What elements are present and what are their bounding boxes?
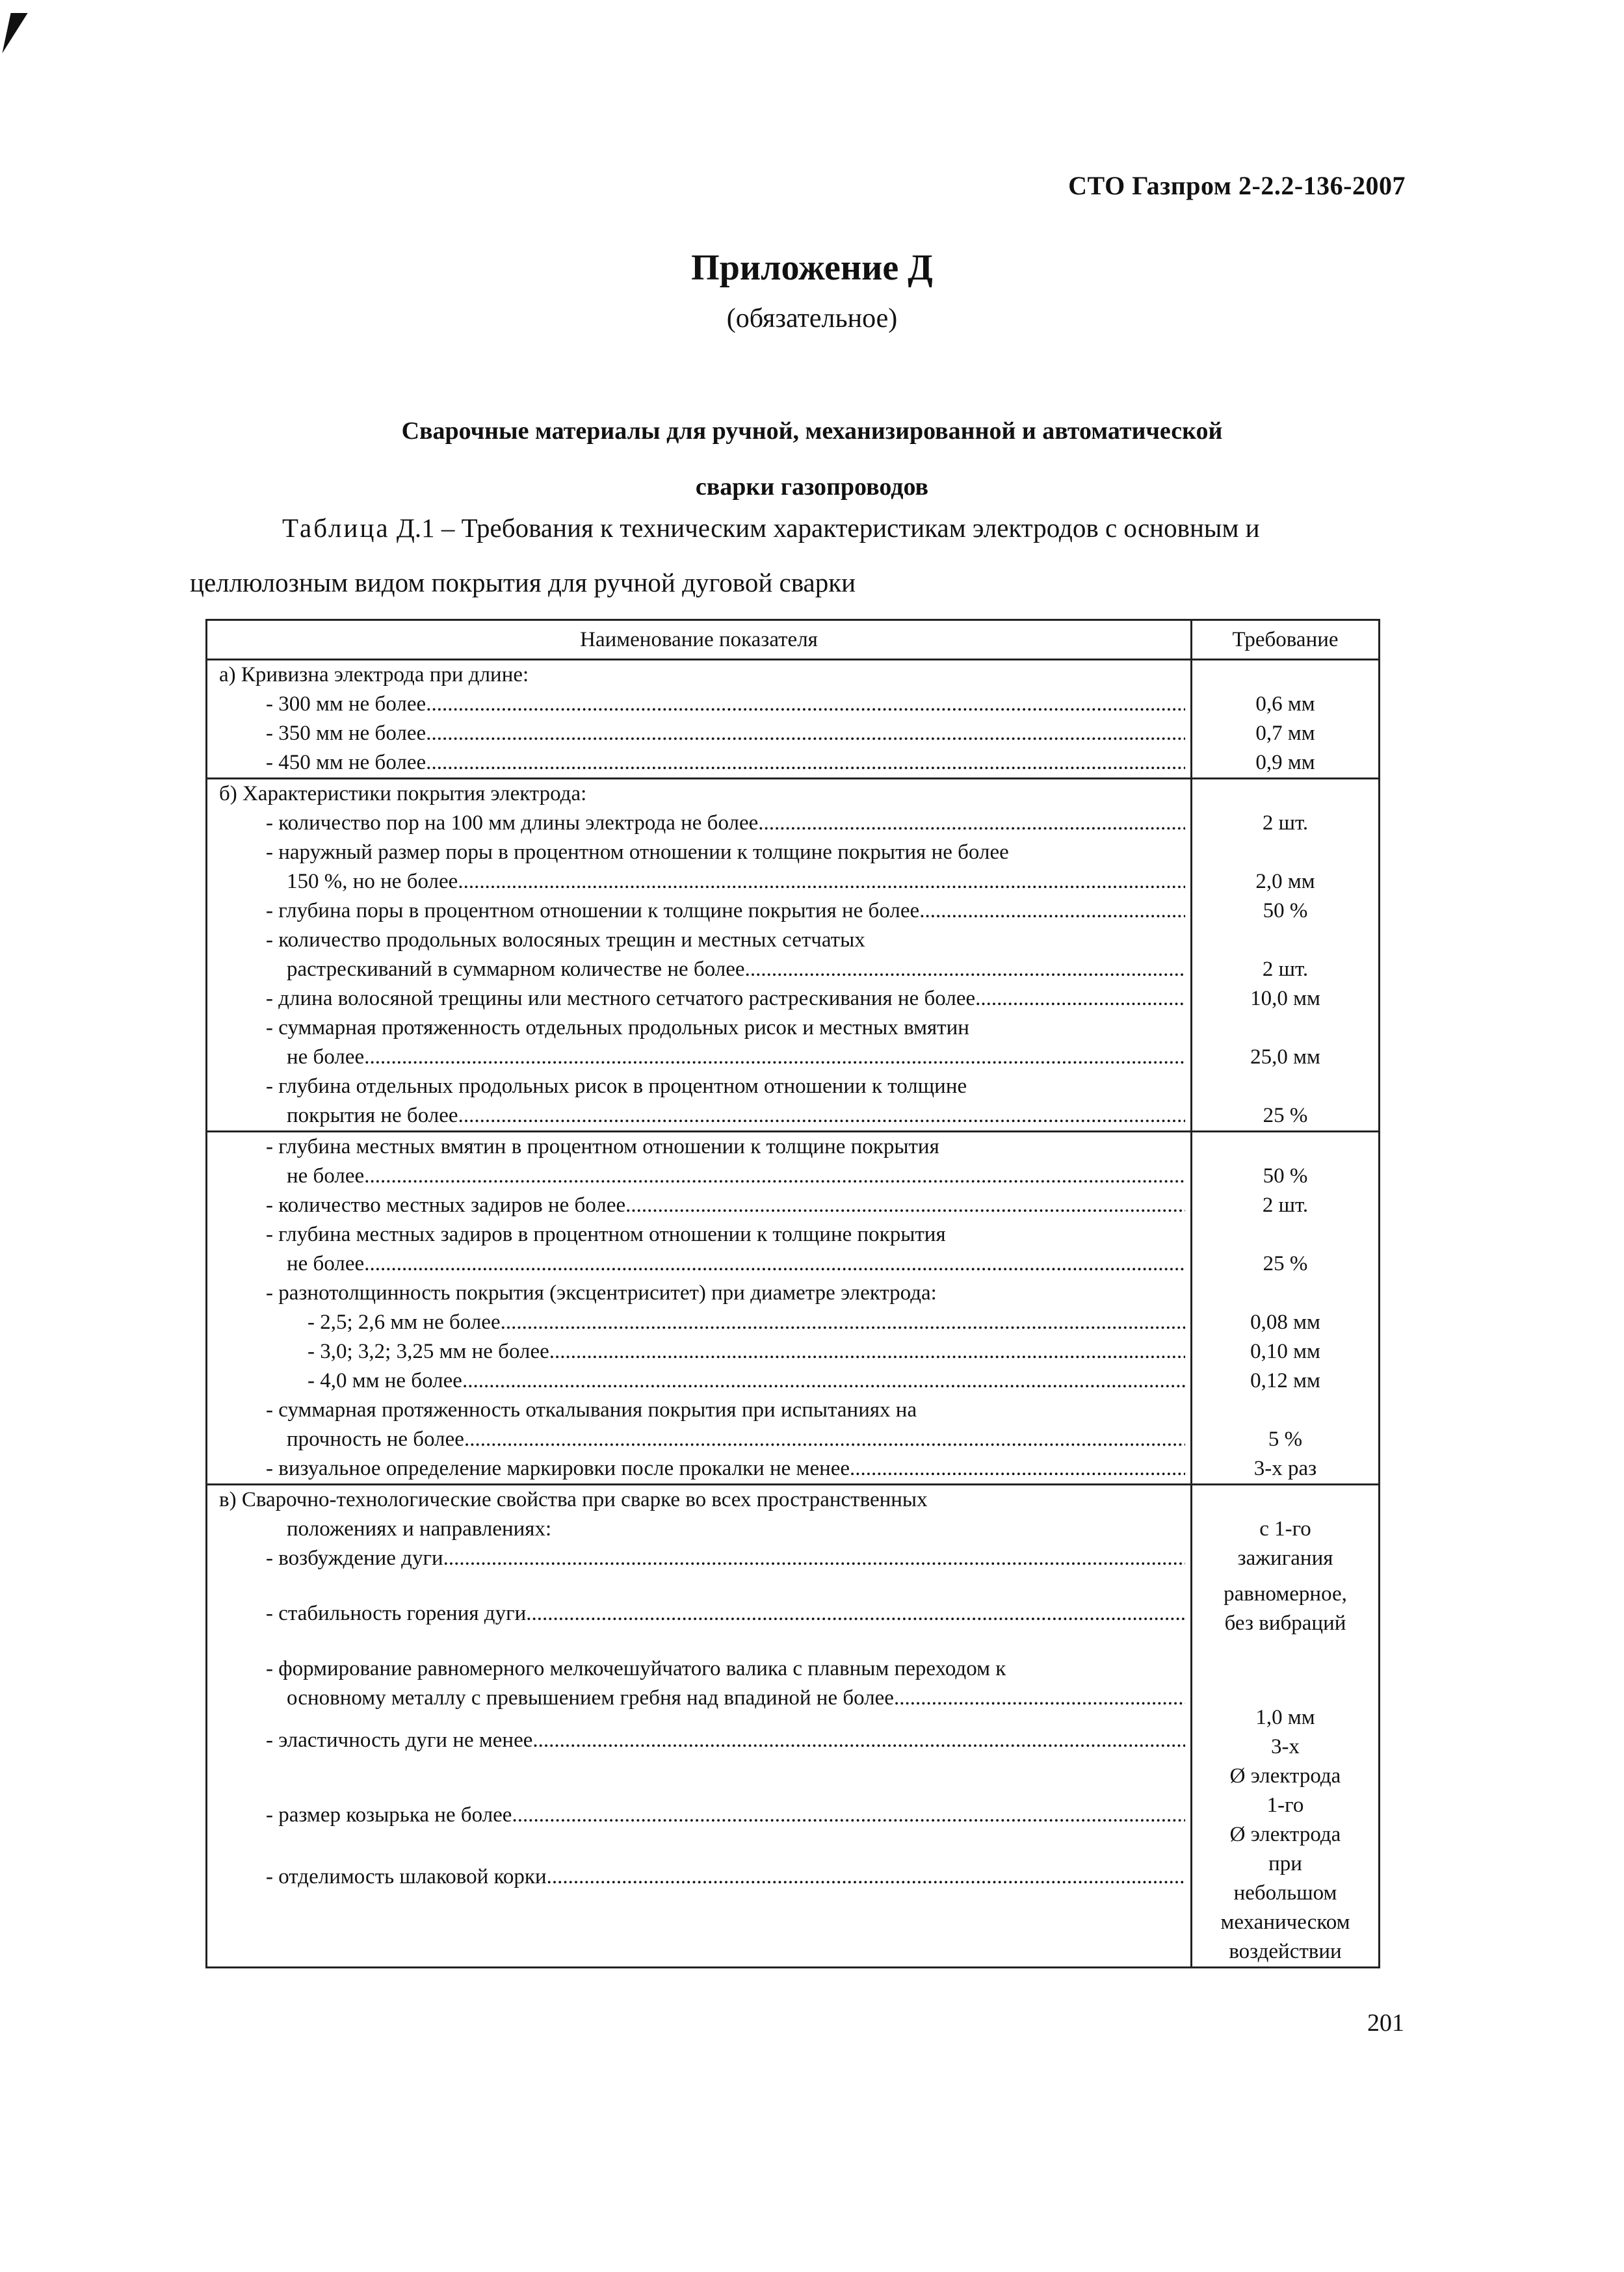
table-row-section-b: [207, 779, 1380, 1132]
row-label: покрытия не более .....: [219, 1101, 1185, 1130]
header-requirement: Требование: [1192, 620, 1380, 660]
section-c-title-line2: положениях и направлениях:: [287, 1517, 552, 1541]
table-row-section-c: [207, 1485, 1380, 1968]
section-a-title: а) Кривизна электрода при длине:: [219, 663, 529, 686]
row-label: - 3,0; 3,2; 3,25 мм не более .....: [219, 1337, 1185, 1366]
section-title-line2: сварки газопроводов: [695, 473, 929, 501]
row-label: - количество пор на 100 мм длины электрода не более .....: [219, 809, 1185, 838]
section-title-line1: Сварочные материалы для ручной, механизированной и автоматической: [401, 417, 1223, 445]
page-number: 201: [1367, 2009, 1404, 2037]
row-value: 2 шт.: [1262, 958, 1309, 981]
row-label-line: - суммарная протяженность отдельных продольных рисок и местных вмятин: [266, 1016, 969, 1039]
row-value: 0,08 мм: [1250, 1311, 1320, 1334]
row-label-line: - наружный размер поры в процентном отношении к толщине покрытия не более: [266, 841, 1009, 864]
row-value: с 1-го: [1259, 1517, 1311, 1541]
row-value: механическом: [1220, 1911, 1350, 1934]
row-label: - эластичность дуги не менее .....: [219, 1726, 1185, 1755]
row-label: основному металлу с превышением гребня над впадиной не более .....: [219, 1684, 1185, 1713]
row-value: 1-го: [1266, 1794, 1304, 1817]
row-label-line: - разнотолщинность покрытия (эксцентриситет) при диаметре электрода:: [266, 1281, 937, 1305]
row-label-line: - суммарная протяженность откалывания покрытия при испытаниях на: [266, 1398, 917, 1422]
row-value: 0,6 мм: [1255, 692, 1315, 716]
row-label: - длина волосяной трещины или местного сетчатого растрескивания не более .....: [219, 984, 1185, 1013]
row-value: 25 %: [1263, 1252, 1308, 1275]
row-value: 0,9 мм: [1255, 751, 1315, 774]
row-value: 3-х: [1271, 1735, 1300, 1758]
row-label: - отделимость шлаковой корки .....: [219, 1862, 1185, 1892]
appendix-subtitle: (обязательное): [726, 304, 898, 333]
row-value: 2,0 мм: [1255, 870, 1315, 893]
row-label: - глубина поры в процентном отношении к толщине покрытия не более .....: [219, 896, 1185, 926]
row-label: - визуальное определение маркировки после прокалки не менее .....: [219, 1454, 1185, 1483]
row-value: равномерное,: [1224, 1582, 1347, 1606]
row-label: - количество местных задиров не более .....: [219, 1191, 1185, 1220]
row-label: - возбуждение дуги .....: [219, 1544, 1185, 1573]
row-label: 150 %, но не более .....: [219, 867, 1185, 896]
row-value: при: [1268, 1852, 1302, 1875]
row-value: 10,0 мм: [1250, 987, 1320, 1010]
row-value: 2 шт.: [1262, 811, 1309, 835]
table-header-row: [207, 620, 1380, 660]
row-value: Ø электрода: [1229, 1823, 1341, 1846]
row-value: зажигания: [1237, 1547, 1333, 1570]
row-value: 3-х раз: [1253, 1457, 1317, 1480]
table-caption-label: Таблица: [282, 513, 390, 543]
row-label: не более .....: [219, 1043, 1185, 1072]
row-label: - размер козырька не более .....: [219, 1801, 1185, 1830]
appendix-title: Приложение Д: [691, 248, 933, 288]
table-caption: [190, 501, 1412, 610]
header-indicator: Наименование показателя: [207, 620, 1192, 660]
row-value: 0,12 мм: [1250, 1369, 1320, 1392]
row-value: небольшом: [1233, 1881, 1337, 1905]
row-label-line: - количество продольных волосяных трещин и местных сетчатых: [266, 928, 865, 952]
row-label: - 300 мм не более .....: [219, 690, 1185, 719]
row-label: растрескиваний в суммарном количестве не более .....: [219, 955, 1185, 984]
row-value: 2 шт.: [1262, 1194, 1309, 1217]
row-label: - 2,5; 2,6 мм не более .....: [219, 1308, 1185, 1337]
row-label-line: - глубина местных вмятин в процентном отношении к толщине покрытия: [266, 1135, 939, 1158]
row-label: - стабильность горения дуги .....: [219, 1599, 1185, 1628]
row-value: 25,0 мм: [1250, 1045, 1320, 1069]
row-value: 25 %: [1263, 1104, 1308, 1127]
row-value: 0,7 мм: [1255, 722, 1315, 745]
row-value: 0,10 мм: [1250, 1340, 1320, 1363]
row-label: прочность не более .....: [219, 1425, 1185, 1454]
row-label: - 450 мм не более .....: [219, 748, 1185, 777]
row-value: 5 %: [1268, 1428, 1303, 1451]
row-label-line: - формирование равномерного мелкочешуйчатого валика с плавным переходом к: [266, 1657, 1006, 1680]
row-value: Ø электрода: [1229, 1764, 1341, 1788]
row-value: 50 %: [1263, 1164, 1308, 1188]
section-b-title: б) Характеристики покрытия электрода:: [219, 782, 587, 805]
section-title: [0, 403, 1624, 515]
requirements-table: [205, 619, 1380, 1968]
section-c-title: в) Сварочно-технологические свойства при сварке во всех пространственных: [219, 1488, 928, 1511]
table-row-section-b-cont: [207, 1132, 1380, 1485]
row-value: воздействии: [1229, 1940, 1342, 1963]
row-value: 50 %: [1263, 899, 1308, 922]
row-value: 1,0 мм: [1255, 1706, 1315, 1729]
scan-corner-mark: [2, 13, 27, 53]
document-code: СТО Газпром 2-2.2-136-2007: [1068, 171, 1406, 200]
row-label-line: - глубина отдельных продольных рисок в процентном отношении к толщине: [266, 1075, 967, 1098]
table-row-section-a: [207, 660, 1380, 779]
row-label: - 4,0 мм не более .....: [219, 1366, 1185, 1396]
row-value: без вибраций: [1224, 1612, 1346, 1635]
row-label: - 350 мм не более .....: [219, 719, 1185, 748]
row-label: не более .....: [219, 1249, 1185, 1279]
table-caption-text: Д.1 – Требования к техническим характеристикам электродов с основным и целлюлозным видом покрытия для ручной дуговой сварки: [190, 513, 1260, 597]
row-label-line: - глубина местных задиров в процентном отношении к толщине покрытия: [266, 1223, 946, 1246]
row-label: не более .....: [219, 1162, 1185, 1191]
